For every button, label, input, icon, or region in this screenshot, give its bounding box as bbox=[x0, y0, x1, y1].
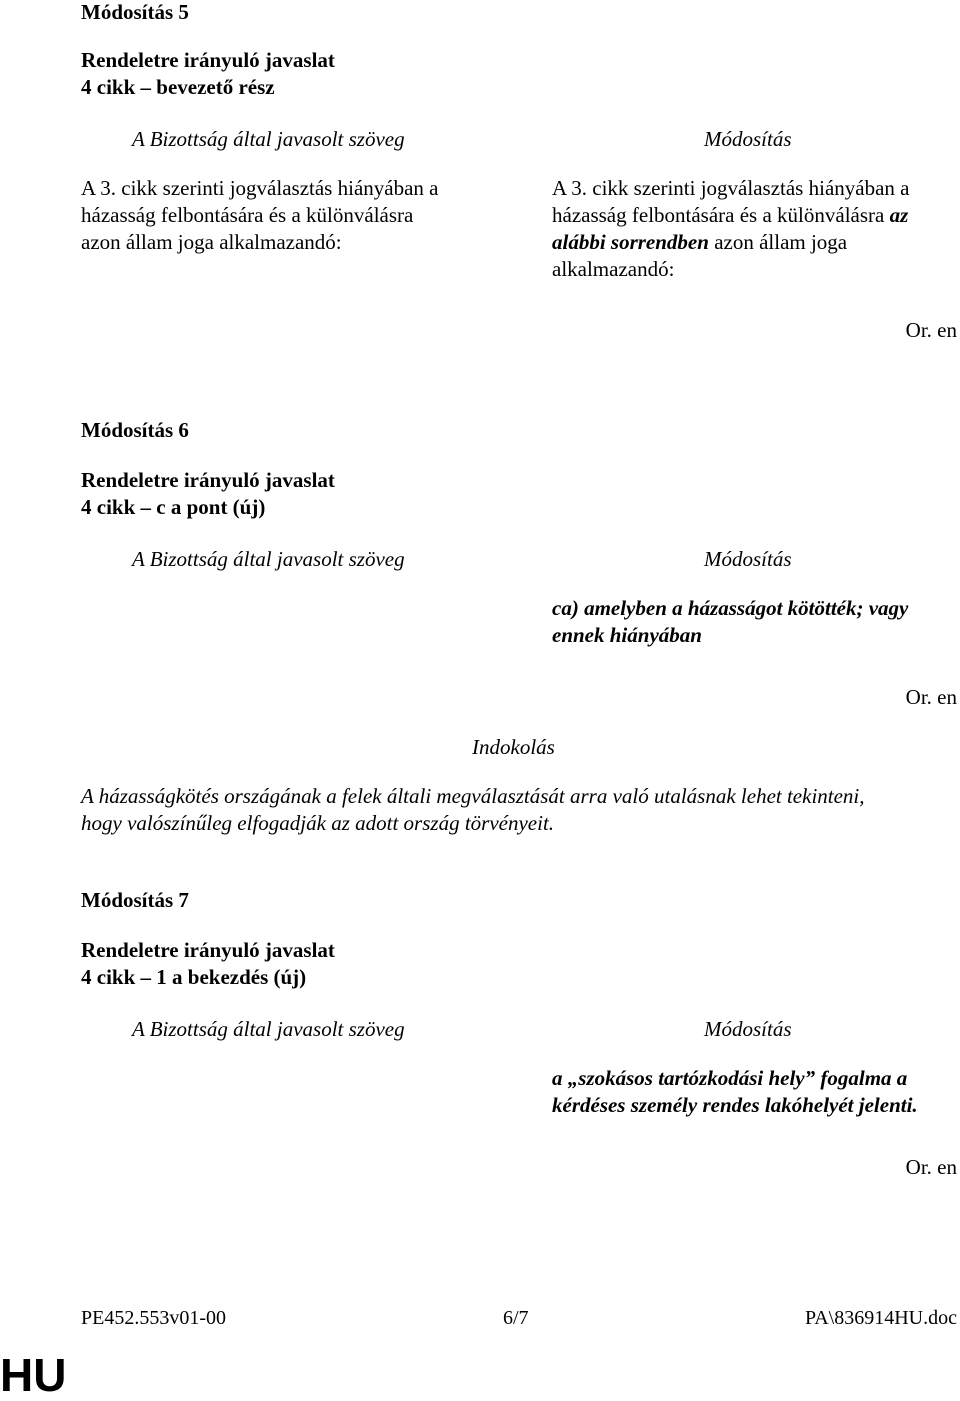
amendment-5-left-column-title: A Bizottság által javasolt szöveg bbox=[132, 127, 405, 151]
footer-file-reference: PA\836914HU.doc bbox=[804, 1307, 957, 1329]
amendment-6-article: 4 cikk – c a pont (új) bbox=[81, 495, 266, 519]
amendment-6-right-column-title: Módosítás bbox=[704, 547, 792, 571]
footer-document-reference: PE452.553v01-00 bbox=[81, 1307, 226, 1329]
text-segment: házasság felbontására és a különválásra bbox=[552, 203, 890, 227]
text-line: A házasságkötés országának a felek általi megválasztását arra való utalásnak lehet tekinteni, bbox=[81, 784, 865, 808]
amendment-5-amended-text bbox=[552, 175, 909, 283]
footer-language-code: HU bbox=[0, 1349, 67, 1401]
text-line: A 3. cikk szerinti jogválasztás hiányában a bbox=[81, 176, 439, 200]
text-line: ennek hiányában bbox=[552, 623, 702, 647]
amendment-5-right-column-title: Módosítás bbox=[704, 127, 792, 151]
amendment-6-heading: Módosítás 6 bbox=[81, 418, 189, 442]
amendment-7-original-language: Or. en bbox=[905, 1155, 957, 1179]
amendment-7-article: 4 cikk – 1 a bekezdés (új) bbox=[81, 965, 307, 989]
amendment-7-heading: Módosítás 7 bbox=[81, 888, 189, 912]
text-line: alkalmazandó: bbox=[552, 257, 675, 281]
text-line: A 3. cikk szerinti jogválasztás hiányában a bbox=[552, 176, 910, 200]
amendment-5-article: 4 cikk – bevezető rész bbox=[81, 75, 275, 99]
amendment-7-left-column-title: A Bizottság által javasolt szöveg bbox=[132, 1017, 405, 1041]
text-segment: azon állam joga bbox=[708, 230, 848, 254]
added-text: alábbi sorrendben bbox=[552, 230, 709, 254]
amendment-6-proposal: Rendeletre irányuló javaslat bbox=[81, 468, 335, 492]
amendment-7-right-column-title: Módosítás bbox=[704, 1017, 792, 1041]
amendment-7-proposal: Rendeletre irányuló javaslat bbox=[81, 938, 335, 962]
added-text: az bbox=[889, 203, 909, 227]
footer-page-number: 6/7 bbox=[503, 1307, 529, 1329]
amendment-6-amended-text bbox=[552, 595, 908, 649]
text-line bbox=[552, 202, 909, 229]
amendment-5-original-language: Or. en bbox=[905, 318, 957, 342]
text-line: kérdéses személy rendes lakóhelyét jelenti. bbox=[552, 1093, 918, 1117]
amendment-6-justification-title: Indokolás bbox=[472, 735, 555, 759]
text-line bbox=[552, 229, 909, 256]
text-line: hogy valószínűleg elfogadják az adott ország törvényeit. bbox=[81, 811, 555, 835]
amendment-6-left-column-title: A Bizottság által javasolt szöveg bbox=[132, 547, 405, 571]
text-line: azon állam joga alkalmazandó: bbox=[81, 230, 342, 254]
amendment-5-commission-text bbox=[81, 175, 438, 256]
text-line: házasság felbontására és a különválásra bbox=[81, 203, 414, 227]
text-line: a „szokásos tartózkodási hely” fogalma a bbox=[552, 1066, 908, 1090]
amendment-7-amended-text bbox=[552, 1065, 918, 1119]
amendment-5-proposal: Rendeletre irányuló javaslat bbox=[81, 48, 335, 72]
amendment-5-heading: Módosítás 5 bbox=[81, 0, 189, 24]
text-line: ca) amelyben a házasságot kötötték; vagy bbox=[552, 596, 909, 620]
amendment-6-justification-text bbox=[81, 783, 865, 837]
amendment-6-original-language: Or. en bbox=[905, 685, 957, 709]
